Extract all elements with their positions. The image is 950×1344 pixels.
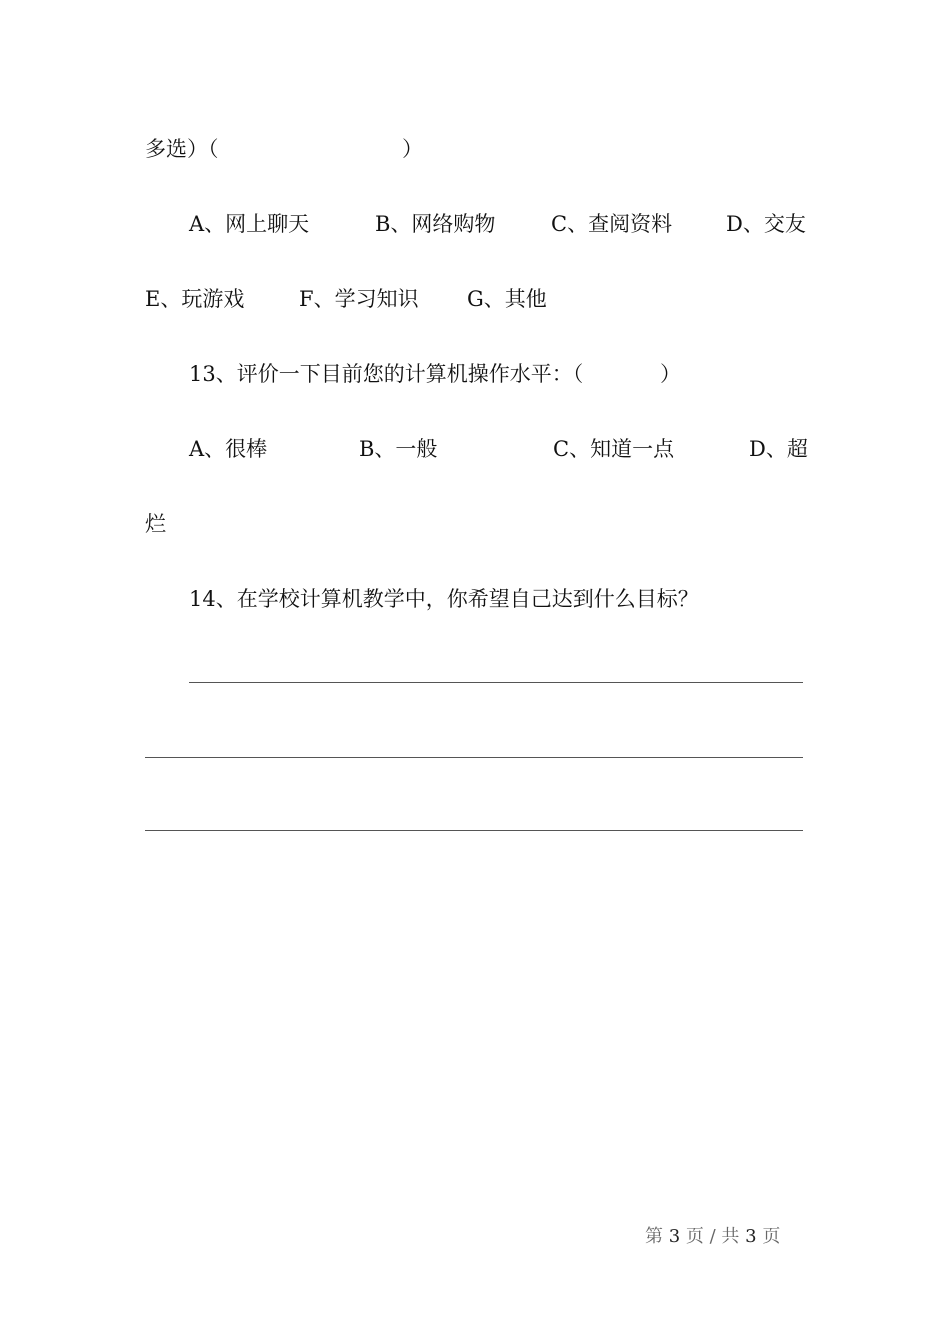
q12-answer-close: ） [402,137,423,161]
q12-option-a: A、网上聊天 [189,212,310,236]
q13-option-d: D、超 [749,437,808,461]
q12-option-f: F、学习知识 [299,287,419,311]
q13-answer-close: ） [660,362,681,386]
answer-line-2[interactable] [145,757,803,758]
q13-option-b: B、一般 [359,437,438,461]
q12-option-g: G、其他 [467,287,547,311]
page-middle: 页 / 共 [680,1226,746,1247]
q12-option-e: E、玩游戏 [145,287,245,311]
q13-prompt: 13、评价一下目前您的计算机操作水平：（ [189,362,584,386]
q14-prompt: 14、在学校计算机教学中，你希望自己达到什么目标？ [189,587,699,611]
q12-continuation: 多选）（ [145,137,219,161]
page-suffix: 页 [756,1226,781,1247]
page-current: 3 [668,1226,681,1247]
q13-option-c: C、知道一点 [553,437,675,461]
answer-line-3[interactable] [145,830,803,831]
q13-option-d-wrap: 烂 [145,512,166,536]
page-number-footer [645,1225,780,1249]
q12-option-c: C、查阅资料 [551,212,673,236]
q13-option-a: A、很棒 [189,437,268,461]
page-total: 3 [745,1226,757,1247]
q12-option-d: D、交友 [726,212,806,236]
q12-option-b: B、网络购物 [375,212,496,236]
page-prefix: 第 [645,1226,669,1247]
answer-line-1[interactable] [189,682,803,683]
